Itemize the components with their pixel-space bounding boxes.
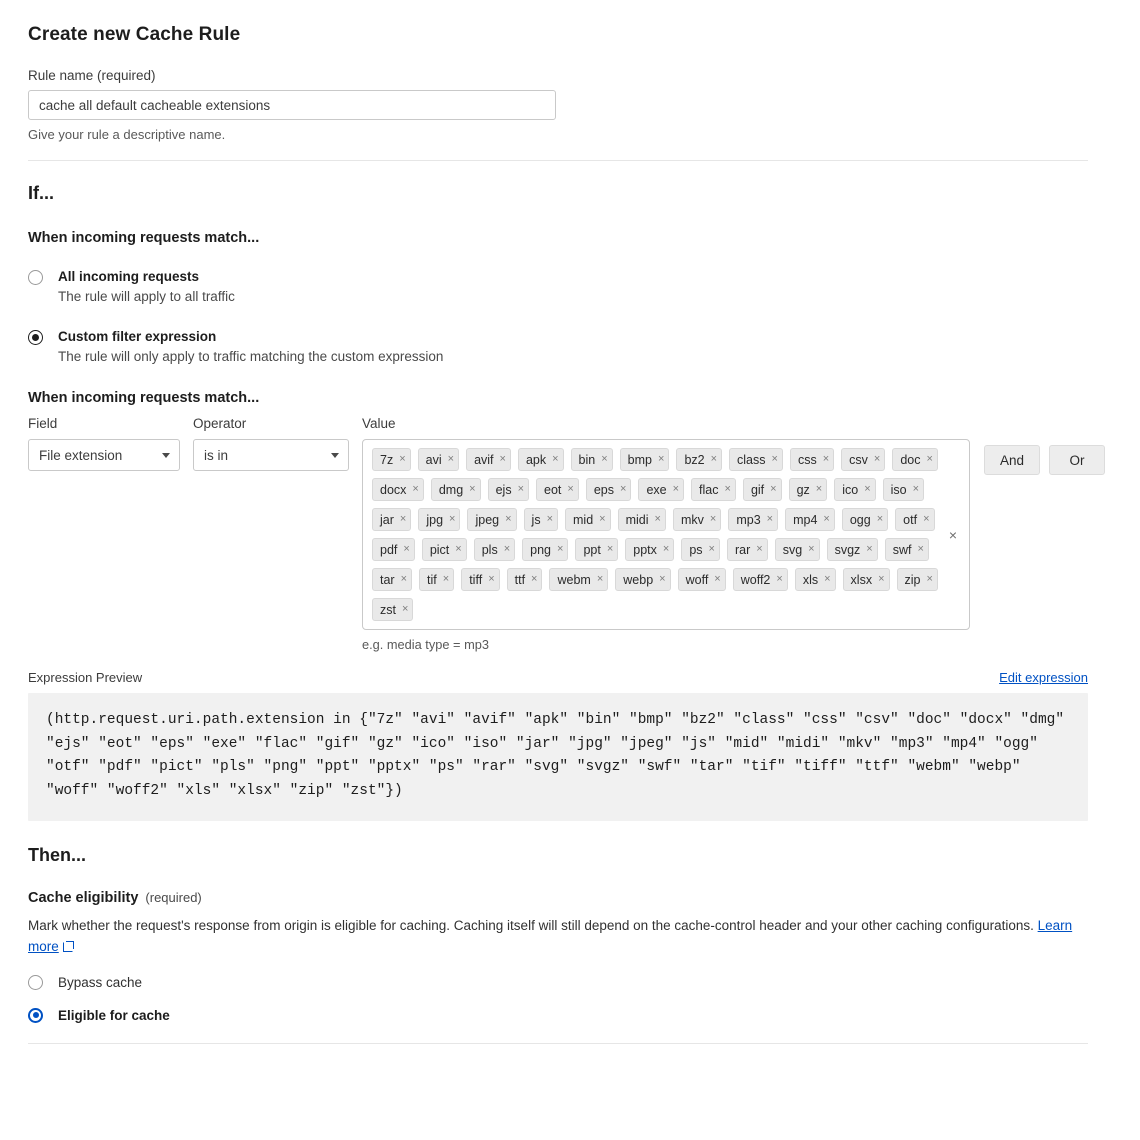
clear-all-icon[interactable]: × bbox=[948, 526, 957, 543]
rule-name-input[interactable] bbox=[28, 90, 556, 120]
remove-chip-icon[interactable]: × bbox=[876, 513, 884, 526]
value-chip[interactable] bbox=[372, 478, 424, 501]
radio-all-incoming-requests-desc: The rule will apply to all traffic bbox=[58, 289, 235, 305]
value-chip[interactable] bbox=[681, 538, 720, 561]
value-chip[interactable] bbox=[474, 538, 515, 561]
value-chip-label: eot bbox=[544, 482, 562, 497]
value-chip-label: jpeg bbox=[475, 512, 500, 527]
value-chip[interactable] bbox=[789, 478, 828, 501]
value-chip[interactable] bbox=[841, 448, 885, 471]
remove-chip-icon[interactable]: × bbox=[517, 483, 525, 496]
field-select-value: File extension bbox=[39, 447, 123, 463]
remove-chip-icon[interactable]: × bbox=[401, 603, 409, 616]
operator-select-value: is in bbox=[204, 447, 229, 463]
value-chip[interactable] bbox=[892, 448, 938, 471]
value-chip[interactable] bbox=[775, 538, 820, 561]
remove-chip-icon[interactable]: × bbox=[709, 513, 717, 526]
value-chip[interactable] bbox=[372, 598, 413, 621]
value-chip-label: bmp bbox=[627, 452, 652, 467]
remove-chip-icon[interactable]: × bbox=[601, 453, 608, 466]
rule-name-label: Rule name (required) bbox=[28, 68, 156, 83]
remove-chip-icon[interactable]: × bbox=[552, 453, 559, 466]
value-chip[interactable] bbox=[431, 478, 481, 501]
value-chip-label: js bbox=[531, 512, 541, 527]
remove-chip-icon[interactable]: × bbox=[771, 453, 778, 466]
remove-chip-icon[interactable]: × bbox=[606, 543, 614, 556]
remove-chip-icon[interactable]: × bbox=[659, 573, 666, 586]
value-chip-label: dmg bbox=[438, 482, 464, 497]
radio-custom-filter-expression-desc: The rule will only apply to traffic matching the custom expression bbox=[58, 349, 444, 365]
value-chip[interactable] bbox=[895, 508, 934, 531]
remove-chip-icon[interactable]: × bbox=[654, 513, 661, 526]
value-chip[interactable] bbox=[843, 568, 890, 591]
remove-chip-icon[interactable]: × bbox=[824, 573, 831, 586]
value-chip[interactable] bbox=[461, 568, 499, 591]
value-chip[interactable] bbox=[372, 508, 411, 531]
value-chip-label: mkv bbox=[680, 512, 704, 527]
radio-eligible-for-cache[interactable] bbox=[28, 1008, 1088, 1023]
remove-chip-icon[interactable]: × bbox=[503, 543, 511, 556]
radio-custom-filter-expression[interactable] bbox=[28, 328, 1088, 364]
divider-bottom bbox=[28, 1043, 1088, 1044]
remove-chip-icon[interactable]: × bbox=[710, 453, 718, 466]
remove-chip-icon[interactable]: × bbox=[878, 573, 885, 586]
value-chip[interactable] bbox=[834, 478, 875, 501]
remove-chip-icon[interactable]: × bbox=[488, 573, 495, 586]
remove-chip-icon[interactable]: × bbox=[808, 543, 815, 556]
operator-column bbox=[193, 416, 349, 471]
value-chip[interactable] bbox=[518, 448, 564, 471]
value-chip-label: xls bbox=[802, 572, 819, 587]
value-chip-label: tar bbox=[380, 572, 395, 587]
value-chip-label: avif bbox=[474, 452, 494, 467]
value-chip[interactable] bbox=[638, 478, 684, 501]
value-chip-label: webm bbox=[557, 572, 591, 587]
value-chip[interactable] bbox=[673, 508, 721, 531]
value-chip-label: class bbox=[737, 452, 766, 467]
value-chip[interactable] bbox=[422, 538, 467, 561]
value-chip[interactable] bbox=[372, 568, 412, 591]
remove-chip-icon[interactable]: × bbox=[620, 483, 627, 496]
logic-buttons bbox=[984, 445, 1105, 475]
radio-custom-filter-expression-label: Custom filter expression bbox=[58, 329, 217, 345]
value-chip[interactable] bbox=[897, 568, 938, 591]
radio-all-incoming-requests-label: All incoming requests bbox=[58, 269, 200, 284]
expression-preview-text: (http.request.uri.path.extension in {"7z" "avi" "avif" "apk" "bin" "bmp" "bz2" "class" "css" "csv" "doc" "docx" "dmg" "ejs" "eot" "eps" "exe" "flac" "gif" "gz" "ico" "iso" "jar" "jpg" "jpeg" "js" "mid" "midi" "mkv" "mp3" "mp4" "ogg" "otf" "pdf" "pict" "pls" "png" "ppt" "pptx" "ps" "rar" "svg" "svgz" "swf" "tar" "tif" "tiff" "ttf" "webm" "webp" "woff" "woff2" "xls" "xlsx" "zip" "zst"}) bbox=[28, 693, 1088, 821]
value-chip-label: exe bbox=[646, 482, 667, 497]
value-chip-label: tif bbox=[427, 572, 437, 587]
value-chip-label: woff bbox=[685, 572, 709, 587]
remove-chip-icon[interactable]: × bbox=[672, 483, 680, 496]
field-column bbox=[28, 416, 180, 471]
remove-chip-icon[interactable]: × bbox=[866, 543, 873, 556]
value-chip[interactable] bbox=[691, 478, 736, 501]
value-chip-label: docx bbox=[380, 482, 407, 497]
remove-chip-icon[interactable]: × bbox=[499, 453, 506, 466]
value-chip[interactable] bbox=[571, 448, 613, 471]
value-chip-label: woff2 bbox=[740, 572, 771, 587]
remove-chip-icon[interactable]: × bbox=[599, 513, 606, 526]
value-chip[interactable] bbox=[536, 478, 579, 501]
remove-chip-icon[interactable]: × bbox=[864, 483, 871, 496]
value-chip[interactable] bbox=[615, 568, 670, 591]
value-chip-label: zst bbox=[380, 602, 396, 617]
learn-more-link[interactable]: Learn more bbox=[28, 918, 1073, 954]
value-chip-label: swf bbox=[892, 542, 912, 557]
value-chip-label: ppt bbox=[583, 542, 601, 557]
value-label: Value bbox=[362, 416, 396, 432]
value-chip[interactable] bbox=[575, 538, 618, 561]
remove-chip-icon[interactable]: × bbox=[400, 573, 408, 586]
value-chip[interactable] bbox=[827, 538, 878, 561]
remove-chip-icon[interactable]: × bbox=[442, 573, 450, 586]
remove-chip-icon[interactable]: × bbox=[917, 543, 924, 556]
remove-chip-icon[interactable]: × bbox=[923, 513, 930, 526]
remove-chip-icon[interactable]: × bbox=[770, 483, 777, 496]
value-chip[interactable] bbox=[466, 448, 511, 471]
remove-chip-icon[interactable]: × bbox=[766, 513, 774, 526]
remove-chip-icon[interactable]: × bbox=[455, 543, 462, 556]
value-multiselect[interactable] bbox=[362, 439, 970, 630]
remove-chip-icon[interactable]: × bbox=[399, 513, 407, 526]
value-chip-label: iso bbox=[890, 482, 907, 497]
value-chip-label: svg bbox=[782, 542, 803, 557]
value-chip[interactable] bbox=[586, 478, 632, 501]
chevron-down-icon bbox=[162, 453, 170, 458]
value-chip-label: svgz bbox=[834, 542, 861, 557]
value-chip[interactable] bbox=[549, 568, 608, 591]
value-chip-label: gz bbox=[796, 482, 810, 497]
value-chip-label: eps bbox=[593, 482, 615, 497]
value-chip-label: apk bbox=[525, 452, 547, 467]
value-chip[interactable] bbox=[524, 508, 558, 531]
value-chip-label: doc bbox=[900, 452, 921, 467]
match-heading: When incoming requests match... bbox=[28, 230, 260, 246]
value-chip-label: mp4 bbox=[793, 512, 818, 527]
value-chip[interactable] bbox=[727, 538, 768, 561]
value-chip[interactable] bbox=[743, 478, 782, 501]
cache-eligibility-description bbox=[28, 916, 1088, 957]
field-label: Field bbox=[28, 416, 58, 432]
value-chip[interactable] bbox=[885, 538, 929, 561]
remove-chip-icon[interactable]: × bbox=[412, 483, 419, 496]
value-chip-label: ps bbox=[689, 542, 703, 557]
value-chip[interactable] bbox=[676, 448, 722, 471]
value-chip[interactable] bbox=[488, 478, 529, 501]
remove-chip-icon[interactable]: × bbox=[912, 483, 920, 496]
remove-chip-icon[interactable]: × bbox=[823, 513, 830, 526]
radio-all-incoming-requests[interactable] bbox=[28, 268, 1088, 304]
remove-chip-icon[interactable]: × bbox=[822, 453, 830, 466]
value-chip[interactable] bbox=[733, 568, 788, 591]
value-chip[interactable] bbox=[842, 508, 888, 531]
remove-chip-icon[interactable]: × bbox=[756, 543, 763, 556]
and-button[interactable]: And bbox=[984, 445, 1040, 475]
cache-eligibility-header bbox=[28, 890, 1088, 906]
radio-icon-unselected[interactable] bbox=[28, 270, 43, 285]
value-chip[interactable] bbox=[618, 508, 666, 531]
value-chip[interactable] bbox=[372, 448, 411, 471]
value-chip[interactable] bbox=[565, 508, 611, 531]
rule-name-hint: Give your rule a descriptive name. bbox=[28, 127, 226, 142]
value-chip-label: ttf bbox=[514, 572, 526, 587]
then-heading: Then... bbox=[28, 845, 86, 866]
expression-builder-row bbox=[28, 416, 1088, 652]
value-chip-label: css bbox=[797, 452, 817, 467]
remove-chip-icon[interactable]: × bbox=[815, 483, 823, 496]
value-chip-label: ogg bbox=[849, 512, 871, 527]
value-chip-label: csv bbox=[849, 452, 868, 467]
value-chip[interactable] bbox=[795, 568, 836, 591]
value-chip-label: xlsx bbox=[850, 572, 873, 587]
value-chip-label: pls bbox=[481, 542, 498, 557]
remove-chip-icon[interactable]: × bbox=[596, 573, 604, 586]
value-chip[interactable] bbox=[678, 568, 726, 591]
value-chip[interactable] bbox=[785, 508, 835, 531]
rule-name-group bbox=[28, 68, 1088, 142]
value-chip[interactable] bbox=[419, 568, 454, 591]
value-chip-label: ico bbox=[842, 482, 859, 497]
value-chip[interactable] bbox=[729, 448, 783, 471]
value-chip-label: ejs bbox=[495, 482, 512, 497]
value-chip-label: gif bbox=[750, 482, 765, 497]
value-chip-label: avi bbox=[425, 452, 442, 467]
remove-chip-icon[interactable]: × bbox=[662, 543, 670, 556]
remove-chip-icon[interactable]: × bbox=[724, 483, 731, 496]
value-chip-label: tiff bbox=[469, 572, 483, 587]
cache-eligibility-required: (required) bbox=[145, 890, 202, 906]
value-chip[interactable] bbox=[790, 448, 834, 471]
radio-icon-selected[interactable] bbox=[28, 1008, 43, 1023]
remove-chip-icon[interactable]: × bbox=[714, 573, 721, 586]
remove-chip-icon[interactable]: × bbox=[708, 543, 715, 556]
value-chip[interactable] bbox=[728, 508, 778, 531]
if-heading: If... bbox=[28, 183, 54, 203]
remove-chip-icon[interactable]: × bbox=[449, 513, 456, 526]
remove-chip-icon[interactable]: × bbox=[399, 453, 406, 466]
value-chip[interactable] bbox=[418, 448, 459, 471]
remove-chip-icon[interactable]: × bbox=[926, 453, 933, 466]
value-chip[interactable] bbox=[418, 508, 460, 531]
remove-chip-icon[interactable]: × bbox=[403, 543, 410, 556]
remove-chip-icon[interactable]: × bbox=[505, 513, 512, 526]
value-chip-list bbox=[372, 448, 941, 621]
value-chip[interactable] bbox=[625, 538, 674, 561]
divider-top bbox=[28, 160, 1088, 161]
radio-icon-selected[interactable] bbox=[28, 330, 43, 345]
radio-icon-unselected[interactable] bbox=[28, 975, 43, 990]
value-hint: e.g. media type = mp3 bbox=[362, 637, 489, 653]
page-title: Create new Cache Rule bbox=[28, 24, 241, 45]
cache-eligibility-title: Cache eligibility bbox=[28, 890, 139, 907]
value-chip-label: png bbox=[530, 542, 551, 557]
radio-bypass-cache-label: Bypass cache bbox=[58, 974, 143, 990]
field-select[interactable] bbox=[28, 439, 180, 471]
builder-heading: When incoming requests match... bbox=[28, 390, 260, 407]
radio-eligible-for-cache-label: Eligible for cache bbox=[58, 1007, 170, 1023]
operator-select[interactable] bbox=[193, 439, 349, 471]
value-chip[interactable] bbox=[522, 538, 568, 561]
expression-preview-label: Expression Preview bbox=[28, 670, 143, 686]
remove-chip-icon[interactable]: × bbox=[926, 573, 933, 586]
remove-chip-icon[interactable]: × bbox=[567, 483, 574, 496]
value-chip-label: webp bbox=[623, 572, 654, 587]
value-chip-label: pict bbox=[429, 542, 450, 557]
value-chip-label: pdf bbox=[380, 542, 398, 557]
value-chip-label: bin bbox=[578, 452, 596, 467]
value-chip[interactable] bbox=[883, 478, 924, 501]
remove-chip-icon[interactable]: × bbox=[546, 513, 554, 526]
remove-chip-icon[interactable]: × bbox=[658, 453, 665, 466]
value-chip-label: mid bbox=[573, 512, 594, 527]
value-chip-label: rar bbox=[734, 542, 751, 557]
value-chip-label: jpg bbox=[426, 512, 444, 527]
remove-chip-icon[interactable]: × bbox=[469, 483, 476, 496]
remove-chip-icon[interactable]: × bbox=[447, 453, 455, 466]
value-chip-label: 7z bbox=[380, 452, 394, 467]
remove-chip-icon[interactable]: × bbox=[873, 453, 881, 466]
value-chip-label: flac bbox=[699, 482, 719, 497]
or-button[interactable]: Or bbox=[1049, 445, 1105, 475]
edit-expression-link[interactable]: Edit expression bbox=[999, 670, 1088, 686]
external-link-icon bbox=[63, 941, 74, 952]
chevron-down-icon bbox=[331, 453, 339, 458]
value-chip[interactable] bbox=[372, 538, 415, 561]
value-chip-label: jar bbox=[380, 512, 394, 527]
value-chip-label: midi bbox=[625, 512, 649, 527]
value-chip[interactable] bbox=[507, 568, 543, 591]
cache-eligibility-description-text: Mark whether the request's response from origin is eligible for caching. Caching itself will still depend on the cache-control header and your other caching configurations. bbox=[28, 918, 1038, 934]
value-chip-label: zip bbox=[904, 572, 921, 587]
value-column bbox=[362, 416, 970, 652]
remove-chip-icon[interactable]: × bbox=[531, 573, 538, 586]
value-chip-label: mp3 bbox=[736, 512, 761, 527]
value-chip[interactable] bbox=[467, 508, 516, 531]
value-chip[interactable] bbox=[620, 448, 670, 471]
operator-label: Operator bbox=[193, 416, 247, 432]
value-chip-label: pptx bbox=[633, 542, 657, 557]
remove-chip-icon[interactable]: × bbox=[557, 543, 564, 556]
value-chip-label: otf bbox=[903, 512, 918, 527]
value-chip-label: bz2 bbox=[684, 452, 705, 467]
remove-chip-icon[interactable]: × bbox=[776, 573, 783, 586]
radio-bypass-cache[interactable] bbox=[28, 975, 1088, 990]
expression-preview-header bbox=[28, 670, 1088, 685]
